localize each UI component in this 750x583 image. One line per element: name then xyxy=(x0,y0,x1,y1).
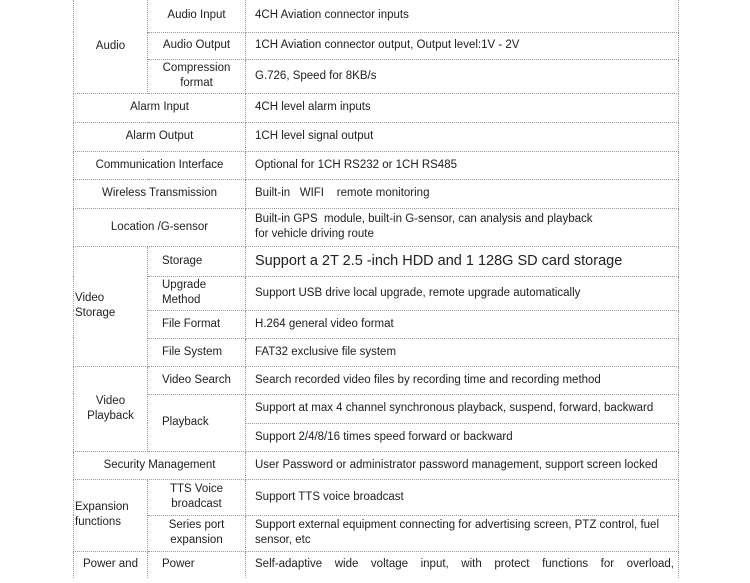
expansion-label-line2: functions xyxy=(75,516,122,528)
series-port-label-line1: Series port xyxy=(168,519,225,531)
security-management-value: User Password or administrator password management, support screen locked xyxy=(246,451,679,479)
communication-interface-value: Optional for 1CH RS232 or 1CH RS485 xyxy=(246,151,679,179)
video-playback-label-line2: Playback xyxy=(87,409,134,422)
alarm-output-label: Alarm Output xyxy=(74,122,246,151)
series-port-value xyxy=(246,515,679,551)
series-port-value-line2: sensor, etc xyxy=(255,534,311,546)
playback-value-1: Support at max 4 channel synchronous playback, suspend, forward, backward xyxy=(246,394,679,423)
video-playback-label xyxy=(74,366,148,451)
tts-label-line1: TTS Voice xyxy=(169,483,224,495)
compression-label-line1: Compression xyxy=(162,62,231,74)
audio-output-value: 1CH Aviation connector output, Output level:1V - 2V xyxy=(246,32,679,59)
playback-value-2: Support 2/4/8/16 times speed forward or backward xyxy=(246,423,679,451)
location-value-line1: Built-in GPS module, built-in G-sensor, can analysis and playback xyxy=(255,213,593,225)
video-playback-label-line1: Video xyxy=(95,394,126,407)
upgrade-method-label xyxy=(148,276,246,310)
file-system-label: File System xyxy=(148,338,246,366)
compression-format-value: G.726, Speed for 8KB/s xyxy=(246,59,679,93)
tts-voice-value: Support TTS voice broadcast xyxy=(246,479,679,515)
audio-label: Audio xyxy=(74,0,148,93)
tts-label-line2: broadcast xyxy=(171,498,222,510)
storage-value: Support a 2T 2.5 -inch HDD and 1 128G SD card storage xyxy=(246,246,679,276)
file-format-label: File Format xyxy=(148,310,246,338)
spec-table xyxy=(73,0,679,578)
video-storage-label: Video Storage xyxy=(74,246,148,366)
tts-voice-label xyxy=(148,479,246,515)
expansion-functions-label xyxy=(74,479,148,551)
video-search-value: Search recorded video files by recording time and recording method xyxy=(246,366,679,394)
communication-interface-label: Communication Interface xyxy=(74,151,246,179)
audio-input-label: Audio Input xyxy=(148,0,246,32)
upgrade-method-value: Support USB drive local upgrade, remote upgrade automatically xyxy=(246,276,679,310)
file-system-value: FAT32 exclusive file system xyxy=(246,338,679,366)
audio-input-value: 4CH Aviation connector inputs xyxy=(246,0,679,32)
location-gsensor-value xyxy=(246,208,679,246)
expansion-label-line1: Expansion xyxy=(75,501,129,513)
power-value: Self-adaptive wide voltage input, with protect functions for overload, xyxy=(246,551,679,578)
power-label: Power xyxy=(148,551,246,578)
location-value-line2: for vehicle driving route xyxy=(255,228,374,240)
audio-output-label: Audio Output xyxy=(148,32,246,59)
alarm-input-label: Alarm Input xyxy=(74,93,246,122)
wireless-transmission-value: Built-in WIFI remote monitoring xyxy=(246,179,679,208)
series-port-label xyxy=(148,515,246,551)
upgrade-label-line1: Upgrade xyxy=(162,279,207,291)
location-gsensor-label: Location /G-sensor xyxy=(74,208,246,246)
playback-label: Playback xyxy=(148,394,246,451)
power-section-label: Power and xyxy=(74,551,148,578)
upgrade-label-line2: Method xyxy=(162,294,201,306)
video-search-label: Video Search xyxy=(148,366,246,394)
alarm-input-value: 4CH level alarm inputs xyxy=(246,93,679,122)
series-port-label-line2: expansion xyxy=(170,534,223,546)
wireless-transmission-label: Wireless Transmission xyxy=(74,179,246,208)
file-format-value: H.264 general video format xyxy=(246,310,679,338)
alarm-output-value: 1CH level signal output xyxy=(246,122,679,151)
security-management-label: Security Management xyxy=(74,451,246,479)
storage-label: Storage xyxy=(148,246,246,276)
series-port-value-line1: Support external equipment connecting for advertising screen, PTZ control, fuel xyxy=(255,519,659,531)
compression-format-label xyxy=(148,59,246,93)
compression-label-line2: format xyxy=(180,77,213,89)
